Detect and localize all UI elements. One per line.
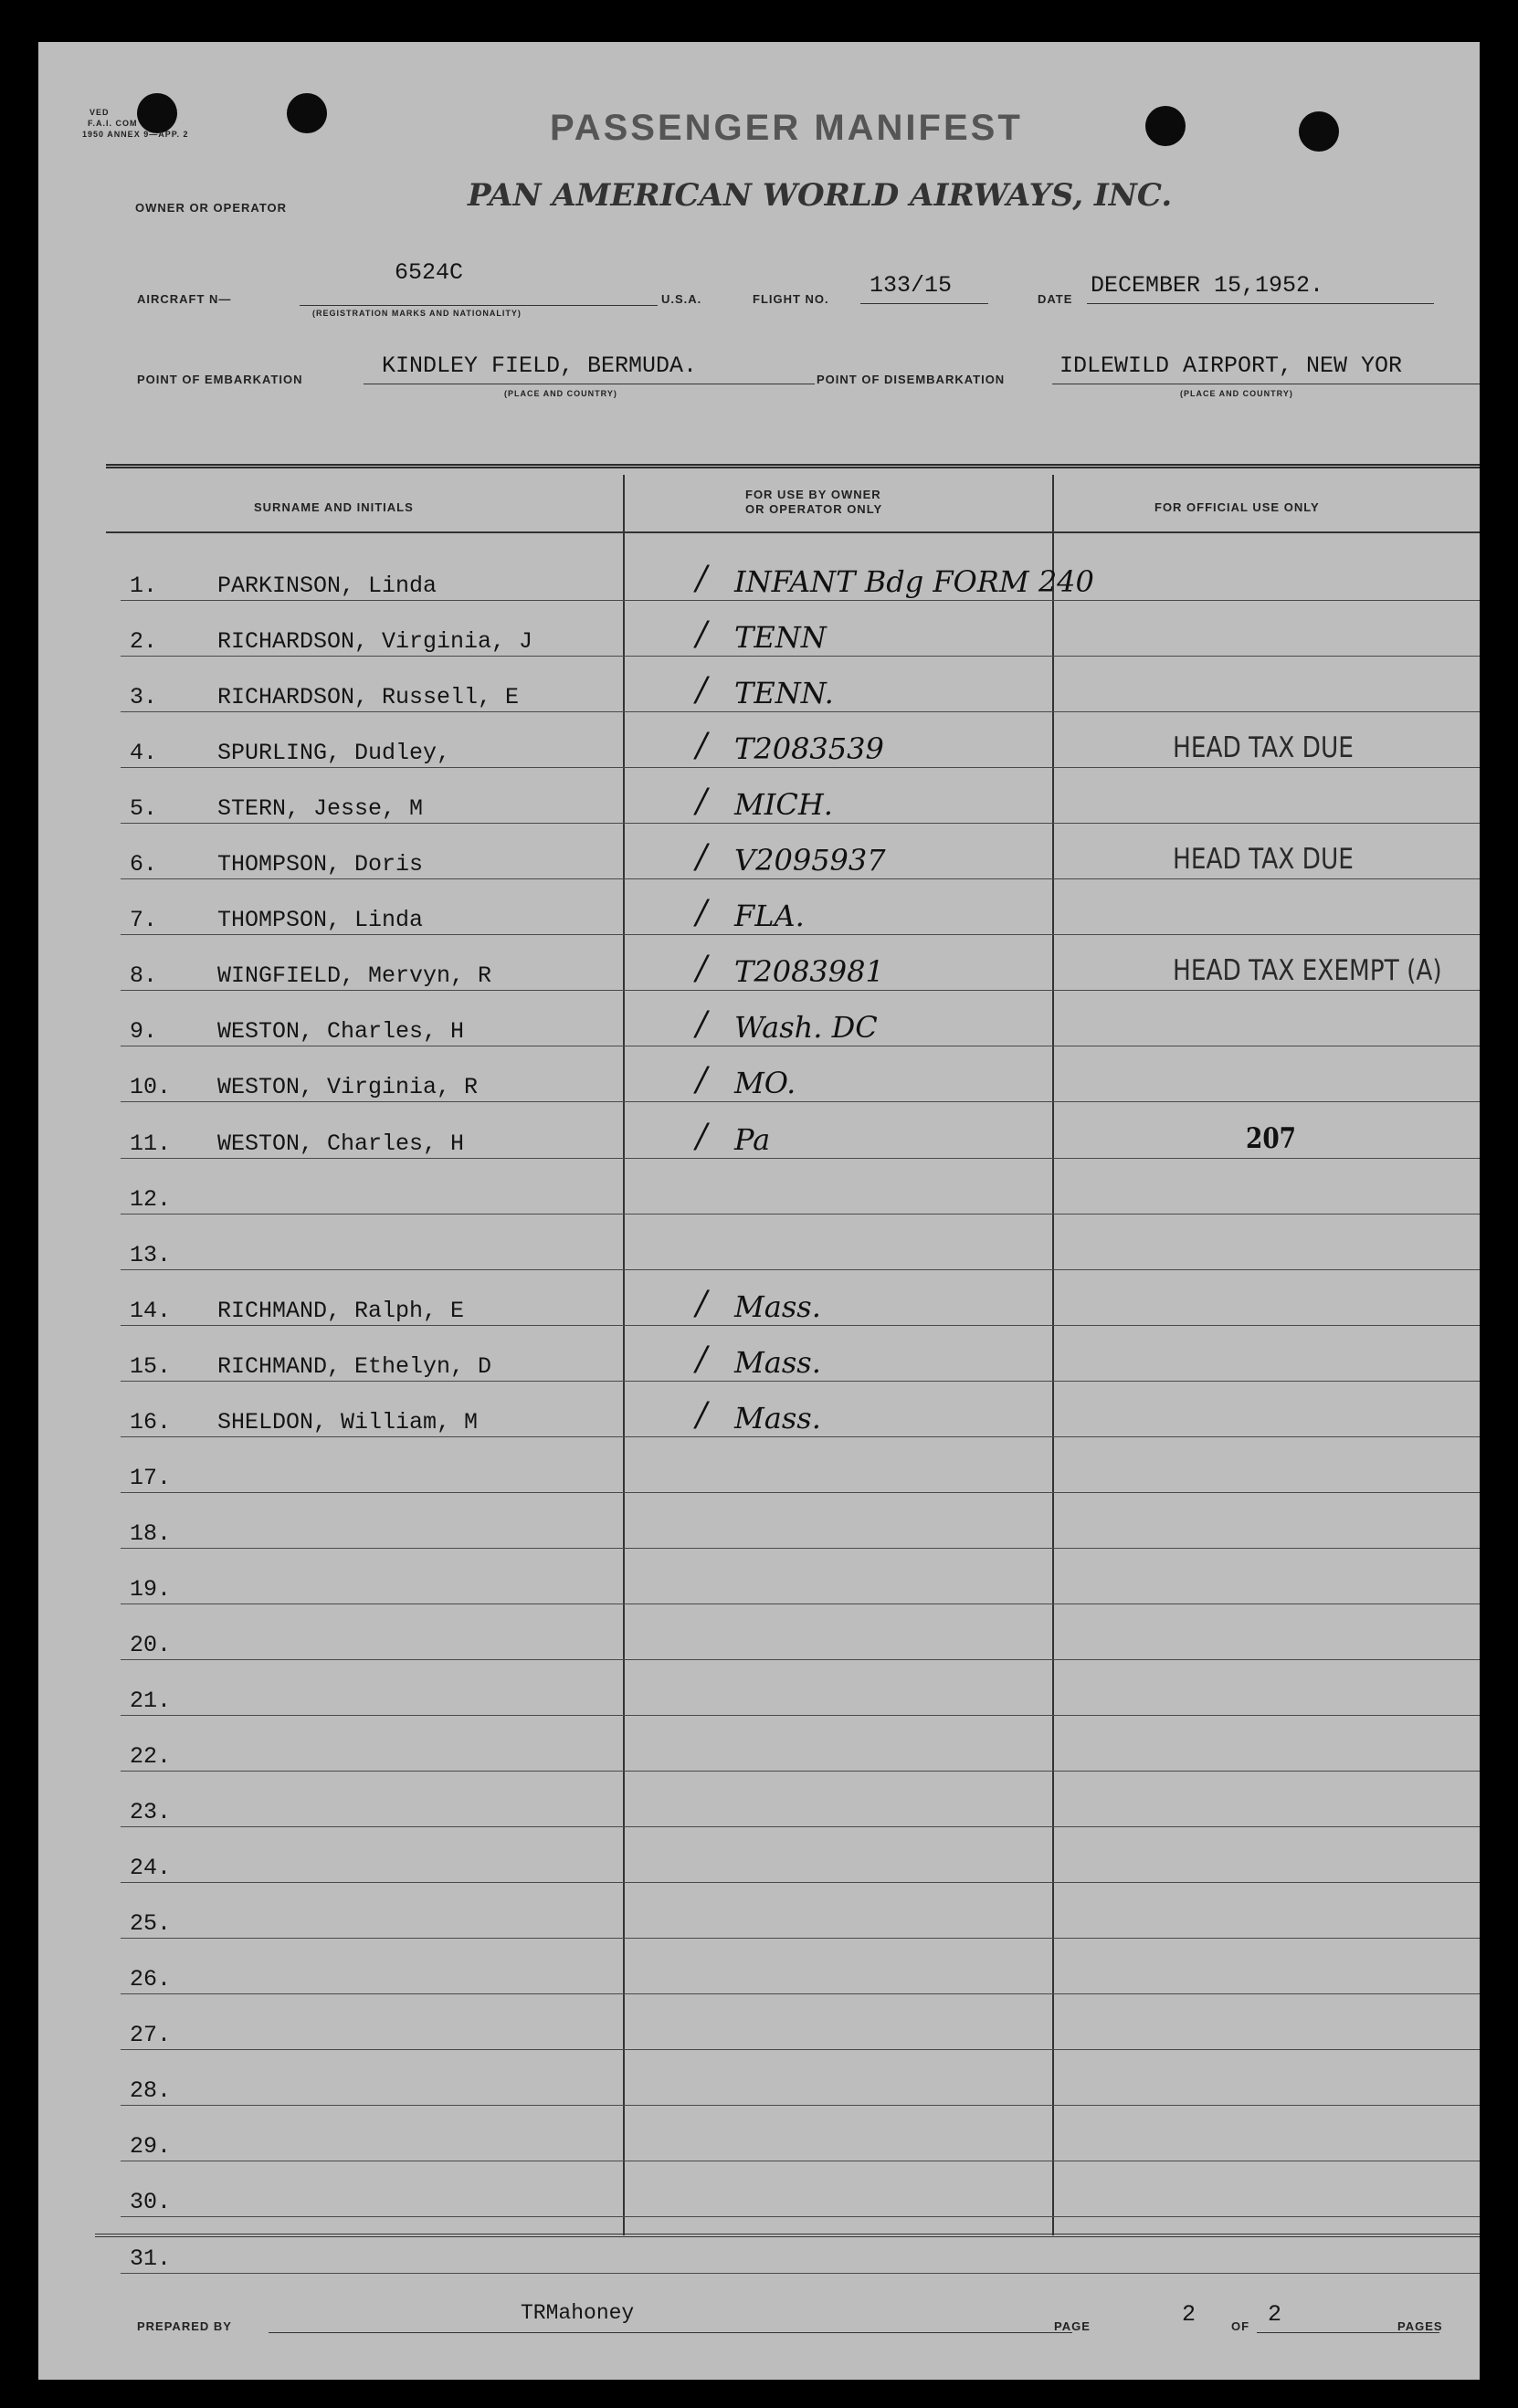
owner-notation: MO. [734,1066,796,1101]
row-rule [121,656,1480,657]
row-number: 1. [130,573,158,599]
aircraft-underline [300,305,658,306]
header-rule-thick [106,464,1480,468]
manifest-row [95,2055,1480,2109]
page-label: PAGE [1054,2319,1091,2333]
row-rule [121,1548,1480,1549]
row-number: 9. [130,1018,158,1046]
manifest-row [95,828,1480,883]
aircraft-value: 6524C [395,259,464,286]
disembark-note: (PLACE AND COUNTRY) [1180,389,1293,398]
official-stamp: HEAD TAX DUE [1173,731,1354,765]
manifest-row [95,717,1480,772]
owner-notation: T2083981 [734,954,884,990]
row-number: 13. [130,1241,172,1268]
check-mark: / [696,783,708,821]
column-header-owner-line-1: FOR USE BY OWNER [745,488,881,501]
row-rule [121,1882,1480,1883]
of-label: OF [1231,2319,1250,2333]
row-number: 12. [130,1185,172,1213]
passenger-name: PARKINSON, Linda [217,573,437,599]
row-number: 24. [130,1855,172,1882]
owner-notation: Mass. [734,1288,821,1324]
row-rule [121,1101,1480,1102]
row-number: 20. [130,1631,172,1658]
row-number: 4. [130,740,158,767]
flight-label: FLIGHT NO. [753,292,829,306]
row-rule [121,711,1480,712]
check-mark: / [696,1284,708,1322]
row-rule [121,1993,1480,1994]
row-number: 6. [130,851,158,878]
punch-hole-right-2 [1299,111,1339,152]
owner-notation: Wash. DC [734,1010,878,1046]
row-rule [121,2273,1480,2274]
disembark-value: IDLEWILD AIRPORT, NEW YOR [1059,352,1403,379]
approval-note-1: VED [90,108,110,117]
row-rule [121,1659,1480,1660]
column-header-official: FOR OFFICIAL USE ONLY [1154,500,1320,514]
flight-value: 133/15 [870,272,953,299]
owner-notation: Mass. [734,1400,821,1435]
punch-hole-left [137,93,177,133]
manifest-row [95,2223,1480,2277]
embark-label: POINT OF EMBARKATION [137,373,303,386]
check-mark: / [696,1117,708,1155]
page-value: 2 [1182,2301,1196,2328]
manifest-row [95,605,1480,660]
check-mark: / [696,615,708,654]
row-rule [121,1325,1480,1326]
passenger-name: RICHMAND, Ralph, E [217,1297,465,1324]
manifest-row [95,2166,1480,2221]
check-mark: / [696,1395,708,1434]
manifest-row [95,1108,1480,1162]
row-rule [121,600,1480,601]
manifest-row [95,940,1480,994]
column-header-owner-line-2: OR OPERATOR ONLY [745,502,883,516]
pages-value: 2 [1268,2301,1282,2328]
row-rule [121,1771,1480,1772]
prepared-value: TRMahoney [521,2301,635,2325]
row-rule [121,1938,1480,1939]
row-number: 27. [130,2022,172,2049]
row-rule [121,1826,1480,1827]
passenger-name: WESTON, Virginia, R [217,1074,479,1101]
row-rule [121,2105,1480,2106]
row-number: 26. [130,1966,172,1993]
check-mark: / [696,838,708,877]
manifest-row [95,1275,1480,1330]
manifest-row [95,1553,1480,1608]
owner-notation: INFANT Bdg FORM 240 [734,564,1094,599]
manifest-row [95,1776,1480,1831]
manifest-row [95,1887,1480,1942]
row-rule [121,823,1480,824]
manifest-row [95,661,1480,716]
registration-note: (REGISTRATION MARKS AND NATIONALITY) [312,309,522,318]
manifest-row [95,884,1480,939]
embark-note: (PLACE AND COUNTRY) [504,389,617,398]
manifest-row [95,773,1480,827]
row-rule [121,2216,1480,2217]
row-number: 30. [130,2189,172,2216]
approval-note-2: F.A.I. COM [88,119,138,128]
check-mark: / [696,1340,708,1378]
prepared-underline [269,2332,1072,2333]
owner-notation: T2083539 [734,731,884,767]
manifest-row [95,1051,1480,1106]
owner-value: PAN AMERICAN WORLD AIRWAYS, INC. [468,177,1173,214]
row-rule [121,1269,1480,1270]
row-rule [121,1381,1480,1382]
row-number: 29. [130,2133,172,2161]
check-mark: / [696,671,708,710]
row-rule [121,767,1480,768]
check-mark: / [696,950,708,988]
owner-label: OWNER OR OPERATOR [135,201,288,215]
manifest-row [95,1999,1480,2054]
row-number: 16. [130,1408,172,1435]
prepared-label: PREPARED BY [137,2319,232,2333]
check-mark: / [696,894,708,932]
row-number: 18. [130,1519,172,1547]
manifest-row [95,1609,1480,1664]
manifest-row [95,995,1480,1050]
passenger-name: RICHARDSON, Russell, E [217,684,520,711]
passenger-name: WESTON, Charles, H [217,1130,465,1157]
row-number: 23. [130,1799,172,1826]
row-number: 22. [130,1743,172,1771]
punch-hole-center [287,93,327,133]
passenger-name: SHELDON, William, M [217,1408,479,1435]
row-number: 21. [130,1688,172,1714]
passenger-name: STERN, Jesse, M [217,795,424,823]
row-rule [121,1715,1480,1716]
row-number: 7. [130,907,158,934]
row-number: 11. [130,1130,172,1157]
date-underline [1087,303,1434,304]
manifest-row [95,1219,1480,1274]
row-rule [121,990,1480,991]
manifest-row [95,1720,1480,1775]
row-rule [121,2049,1480,2050]
row-number: 31. [130,2245,172,2272]
manifest-row [95,1943,1480,1998]
date-label: DATE [1038,292,1073,306]
row-rule [121,878,1480,879]
row-number: 10. [130,1074,172,1101]
row-number: 17. [130,1464,172,1491]
footer-rule [95,2234,1480,2237]
owner-notation: Mass. [734,1344,821,1380]
owner-notation: TENN. [734,676,834,711]
manifest-row [95,1498,1480,1552]
passenger-name: WESTON, Charles, H [217,1018,465,1046]
date-value: DECEMBER 15,1952. [1091,272,1324,299]
owner-notation: Pa [734,1121,771,1157]
manifest-row [95,1386,1480,1441]
row-number: 14. [130,1297,172,1324]
passenger-name: SPURLING, Dudley, [217,740,451,767]
manifest-row [95,1442,1480,1497]
passenger-name: THOMPSON, Linda [217,907,424,934]
official-stamp: 207 [1246,1121,1297,1155]
row-number: 8. [130,962,158,990]
manifest-row [95,1832,1480,1887]
check-mark: / [696,560,708,597]
usa-label: U.S.A. [661,292,702,306]
row-number: 15. [130,1352,172,1380]
manifest-row [95,550,1480,605]
official-stamp: HEAD TAX DUE [1173,843,1354,877]
disembark-label: POINT OF DISEMBARKATION [817,373,1006,386]
passenger-name: THOMPSON, Doris [217,851,424,878]
header-rule-bottom [106,531,1480,533]
manifest-row [95,1163,1480,1218]
passenger-name: RICHARDSON, Virginia, J [217,628,533,656]
aircraft-label: AIRCRAFT N— [137,292,232,306]
row-rule [121,1158,1480,1159]
manifest-sheet [38,42,1480,2380]
column-header-surname: SURNAME AND INITIALS [254,500,414,514]
punch-hole-right-1 [1145,106,1186,146]
embark-value: KINDLEY FIELD, BERMUDA. [382,352,698,379]
row-number: 28. [130,2077,172,2105]
page-title: PASSENGER MANIFEST [550,108,1023,148]
check-mark: / [696,1005,708,1044]
pages-label: PAGES [1397,2319,1443,2333]
manifest-row [95,2110,1480,2165]
owner-notation: TENN [734,620,827,656]
owner-notation: MICH. [734,787,833,823]
row-number: 25. [130,1910,172,1938]
row-rule [121,1492,1480,1493]
official-stamp: HEAD TAX EXEMPT (A) [1173,954,1442,988]
row-number: 3. [130,684,158,711]
passenger-name: WINGFIELD, Mervyn, R [217,962,492,990]
manifest-row [95,1665,1480,1719]
row-number: 2. [130,628,158,656]
check-mark: / [696,727,708,765]
row-number: 5. [130,795,158,823]
row-number: 19. [130,1575,172,1603]
owner-notation: V2095937 [734,843,886,878]
row-rule [121,934,1480,935]
row-rule [121,1436,1480,1437]
check-mark: / [696,1061,708,1099]
approval-note-3: 1950 ANNEX 9—APP. 2 [82,130,189,139]
owner-notation: FLA. [734,899,805,934]
row-rule [121,1214,1480,1215]
flight-underline [860,303,988,304]
manifest-row [95,1330,1480,1385]
passenger-name: RICHMAND, Ethelyn, D [217,1352,492,1380]
